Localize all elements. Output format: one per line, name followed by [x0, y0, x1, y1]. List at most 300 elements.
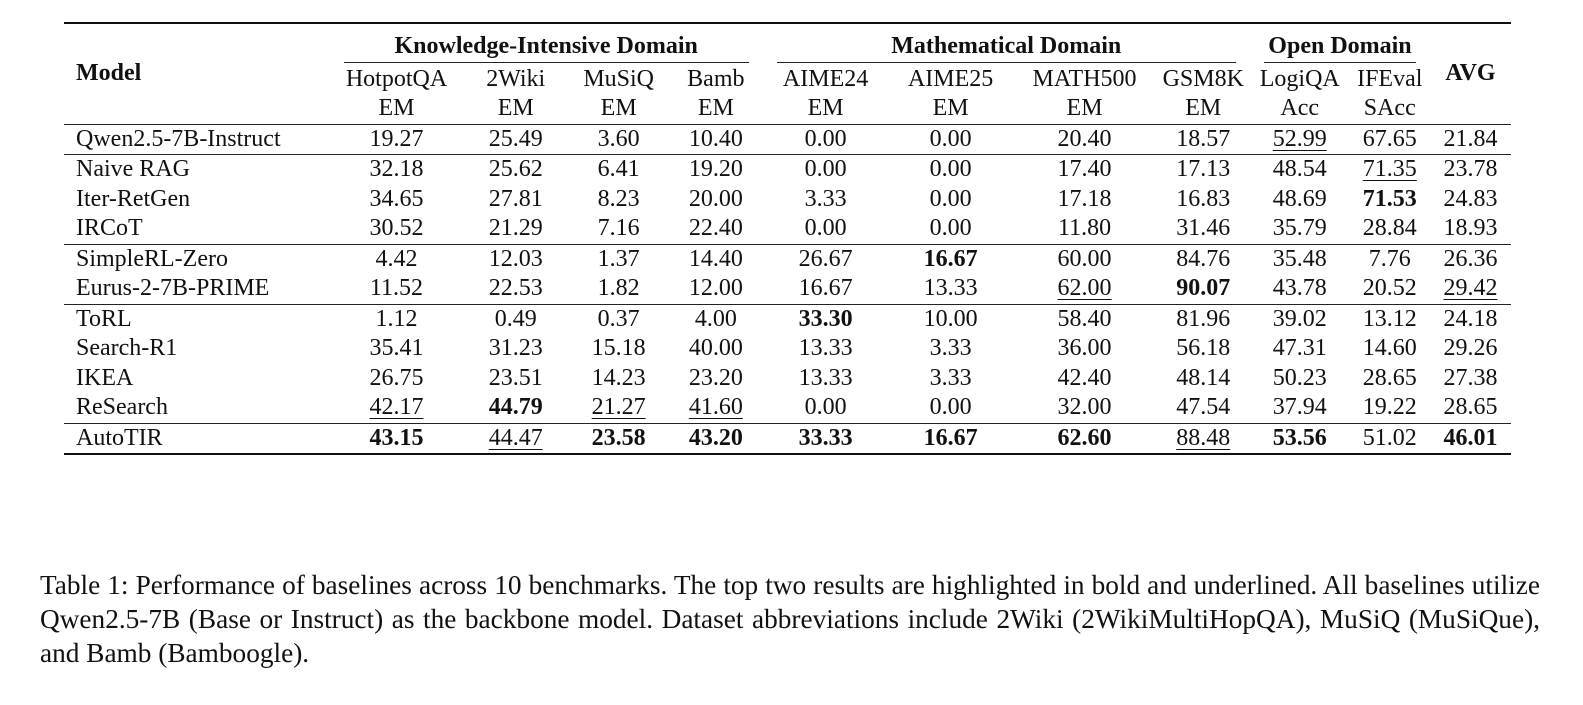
column-metric: SAcc — [1363, 95, 1416, 121]
score-value: 62.60 — [1057, 424, 1112, 451]
column-metric: EM — [600, 95, 637, 121]
column-header — [463, 65, 568, 125]
score-value: 1.82 — [597, 275, 640, 301]
score-cell — [1013, 155, 1157, 185]
score-cell — [330, 393, 463, 423]
score-value: 33.30 — [798, 305, 853, 332]
score-value: 29.26 — [1443, 335, 1498, 361]
table-row — [64, 334, 1511, 364]
model-name-cell: ReSearch — [76, 394, 168, 420]
score-value: 23.58 — [591, 424, 646, 451]
avg-cell — [1430, 155, 1511, 185]
score-cell — [763, 364, 889, 394]
score-cell — [669, 244, 762, 274]
score-cell — [889, 274, 1013, 304]
score-cell — [669, 393, 762, 423]
score-value: 0.00 — [804, 215, 847, 241]
score-value: 6.41 — [597, 156, 640, 182]
score-value: 12.03 — [488, 245, 543, 272]
score-cell — [763, 124, 889, 155]
score-cell — [1013, 214, 1157, 244]
score-cell — [1013, 423, 1157, 454]
score-value: 23.78 — [1443, 156, 1498, 182]
model-name-cell: Search-R1 — [76, 335, 178, 361]
score-cell — [1157, 155, 1250, 185]
score-value: 62.00 — [1057, 275, 1112, 301]
score-cell — [669, 304, 762, 334]
score-cell — [1013, 334, 1157, 364]
score-value: 16.67 — [923, 245, 978, 272]
score-cell — [763, 304, 889, 334]
score-value: 21.27 — [591, 394, 646, 420]
score-cell — [1350, 423, 1430, 454]
column-name: AIME24 — [782, 65, 869, 92]
group-header-knowledge — [330, 23, 763, 65]
score-value: 8.23 — [597, 185, 640, 212]
score-value: 21.29 — [488, 215, 543, 241]
score-cell — [763, 185, 889, 215]
score-value: 30.52 — [369, 215, 424, 241]
table-row — [64, 274, 1511, 304]
score-value: 23.20 — [688, 364, 743, 391]
score-value: 10.40 — [688, 125, 743, 152]
score-value: 3.33 — [929, 364, 972, 391]
score-value: 44.47 — [488, 424, 543, 451]
score-cell — [1250, 393, 1350, 423]
table-row — [64, 214, 1511, 244]
score-cell — [568, 304, 669, 334]
score-value: 32.00 — [1057, 394, 1112, 420]
score-value: 0.00 — [804, 156, 847, 182]
table-caption — [40, 568, 1540, 670]
table-row — [64, 185, 1511, 215]
results-table — [64, 22, 1511, 455]
score-value: 46.01 — [1443, 424, 1498, 451]
score-value: 31.23 — [488, 335, 543, 361]
score-value: 18.57 — [1176, 125, 1231, 152]
score-value: 0.49 — [494, 305, 537, 332]
score-value: 84.76 — [1176, 245, 1231, 272]
score-cell — [1250, 423, 1350, 454]
model-name-cell: IRCoT — [76, 215, 143, 241]
score-cell — [463, 334, 568, 364]
avg-cell — [1430, 364, 1511, 394]
score-value: 13.33 — [798, 364, 853, 391]
score-value: 48.14 — [1176, 364, 1231, 391]
avg-cell — [1430, 334, 1511, 364]
score-value: 33.33 — [798, 424, 853, 451]
group-header-math-label: Mathematical Domain — [777, 32, 1236, 63]
column-metric: EM — [378, 95, 415, 121]
score-cell — [763, 274, 889, 304]
score-value: 10.00 — [923, 305, 978, 332]
score-cell — [889, 124, 1013, 155]
score-cell — [1250, 244, 1350, 274]
score-value: 35.41 — [369, 335, 424, 361]
score-value: 24.18 — [1443, 305, 1498, 332]
score-cell — [1250, 185, 1350, 215]
score-value: 3.33 — [804, 185, 847, 212]
score-cell — [669, 155, 762, 185]
table-row — [64, 304, 1511, 334]
score-cell — [463, 155, 568, 185]
caption-label: Table 1: — [40, 570, 129, 600]
score-value: 0.00 — [929, 394, 972, 420]
score-value: 42.17 — [369, 394, 424, 420]
score-cell — [568, 155, 669, 185]
model-name-cell: ToRL — [64, 304, 330, 334]
column-name: GSM8K — [1162, 65, 1244, 92]
score-value: 11.52 — [369, 275, 424, 301]
score-cell — [568, 393, 669, 423]
header-row-groups — [64, 23, 1511, 65]
score-cell — [1157, 214, 1250, 244]
score-value: 28.65 — [1362, 364, 1417, 391]
score-cell — [330, 423, 463, 454]
column-header — [330, 65, 463, 125]
score-value: 43.78 — [1272, 275, 1327, 301]
table-row — [64, 155, 1511, 185]
score-cell — [1157, 334, 1250, 364]
score-value: 42.40 — [1057, 364, 1112, 391]
score-cell — [568, 364, 669, 394]
score-cell — [1350, 244, 1430, 274]
score-value: 0.00 — [804, 394, 847, 420]
score-cell — [669, 124, 762, 155]
score-value: 52.99 — [1272, 125, 1327, 152]
column-name: LogiQA — [1259, 65, 1340, 92]
score-value: 22.40 — [688, 215, 743, 241]
score-cell — [763, 393, 889, 423]
caption-text: Performance of baselines across 10 benchmarks. The top two results are highlighted in bold and underlined. All baselines utilize Qwen2.5-7B (Base or Instruct) as the backbone model. Dataset abbreviations include 2Wiki (2WikiMultiHopQA), MuSiQ (MuSiQue), and Bamb (Bamboogle). — [40, 570, 1540, 668]
score-cell — [1350, 185, 1430, 215]
model-name-cell: Eurus-2-7B-PRIME — [76, 275, 270, 301]
score-cell — [889, 185, 1013, 215]
score-cell — [763, 334, 889, 364]
score-cell — [463, 423, 568, 454]
table-row — [64, 244, 1511, 274]
score-cell — [1250, 214, 1350, 244]
column-metric: EM — [1185, 95, 1222, 121]
score-cell — [889, 364, 1013, 394]
score-cell — [1350, 393, 1430, 423]
avg-cell — [1430, 274, 1511, 304]
score-value: 20.52 — [1362, 275, 1417, 301]
score-value: 28.65 — [1443, 394, 1498, 420]
score-cell — [463, 364, 568, 394]
score-value: 16.67 — [923, 424, 978, 451]
score-value: 14.23 — [591, 364, 646, 391]
table-row — [64, 393, 1511, 423]
score-value: 7.76 — [1368, 245, 1411, 272]
score-value: 12.00 — [688, 275, 743, 301]
score-cell — [330, 185, 463, 215]
model-column-header: Model — [64, 23, 330, 124]
score-value: 20.00 — [688, 185, 743, 212]
score-cell — [1157, 364, 1250, 394]
score-value: 31.46 — [1176, 215, 1231, 241]
score-cell — [889, 214, 1013, 244]
score-cell — [1157, 304, 1250, 334]
score-cell — [330, 155, 463, 185]
score-value: 71.35 — [1362, 156, 1417, 182]
avg-cell — [1430, 304, 1511, 334]
score-value: 16.83 — [1176, 185, 1231, 212]
score-value: 90.07 — [1176, 275, 1231, 301]
score-cell — [669, 423, 762, 454]
column-header — [889, 65, 1013, 125]
score-cell — [1350, 274, 1430, 304]
score-value: 22.53 — [488, 275, 543, 301]
score-cell — [330, 304, 463, 334]
score-cell — [330, 214, 463, 244]
score-value: 41.60 — [688, 394, 743, 420]
score-value: 26.36 — [1443, 245, 1498, 272]
score-value: 19.27 — [369, 125, 424, 152]
score-cell — [568, 185, 669, 215]
group-header-math — [763, 23, 1250, 65]
score-value: 1.12 — [375, 305, 418, 332]
score-value: 19.22 — [1362, 394, 1417, 420]
score-value: 0.37 — [597, 305, 640, 332]
score-value: 67.65 — [1362, 125, 1417, 152]
score-cell — [1157, 185, 1250, 215]
column-metric: EM — [807, 95, 844, 121]
score-value: 17.18 — [1057, 185, 1112, 212]
score-cell — [330, 244, 463, 274]
score-value: 39.02 — [1272, 305, 1327, 332]
score-cell — [1250, 304, 1350, 334]
score-value: 4.00 — [694, 305, 737, 332]
score-value: 35.79 — [1272, 215, 1327, 241]
avg-cell — [1430, 244, 1511, 274]
score-value: 16.67 — [798, 275, 853, 301]
score-cell — [568, 274, 669, 304]
column-metric: EM — [497, 95, 534, 121]
column-name: AIME25 — [907, 65, 994, 92]
score-value: 0.00 — [929, 125, 972, 152]
score-value: 0.00 — [929, 215, 972, 241]
score-cell — [463, 185, 568, 215]
score-value: 15.18 — [591, 335, 646, 361]
score-value: 35.48 — [1272, 245, 1327, 272]
score-value: 43.20 — [688, 424, 743, 451]
score-cell — [1250, 155, 1350, 185]
score-value: 28.84 — [1362, 215, 1417, 241]
score-value: 0.00 — [804, 125, 847, 152]
column-header — [1013, 65, 1157, 125]
avg-cell — [1430, 393, 1511, 423]
score-value: 14.60 — [1362, 335, 1417, 361]
score-cell — [463, 244, 568, 274]
score-cell — [568, 214, 669, 244]
score-cell — [568, 334, 669, 364]
score-cell — [1350, 304, 1430, 334]
score-value: 36.00 — [1057, 335, 1112, 361]
table-row — [64, 364, 1511, 394]
score-value: 7.16 — [597, 215, 640, 241]
avg-cell — [1430, 124, 1511, 155]
score-cell — [1350, 214, 1430, 244]
score-value: 1.37 — [597, 245, 640, 272]
avg-cell — [1430, 214, 1511, 244]
score-value: 13.33 — [923, 275, 978, 301]
score-cell — [463, 393, 568, 423]
score-cell — [1350, 155, 1430, 185]
column-name: MATH500 — [1032, 65, 1137, 92]
score-value: 44.79 — [488, 394, 543, 420]
model-name-cell: Qwen2.5-7B-Instruct — [64, 124, 330, 155]
score-cell — [763, 423, 889, 454]
score-cell — [1157, 274, 1250, 304]
score-value: 24.83 — [1443, 185, 1498, 212]
model-name-cell: Naive RAG — [64, 155, 330, 185]
score-value: 32.18 — [369, 156, 424, 182]
score-value: 51.02 — [1362, 424, 1417, 451]
score-cell — [1250, 124, 1350, 155]
score-cell — [669, 334, 762, 364]
score-cell — [330, 334, 463, 364]
score-value: 14.40 — [688, 245, 743, 272]
column-name: MuSiQ — [583, 65, 654, 92]
avg-cell — [1430, 185, 1511, 215]
score-value: 81.96 — [1176, 305, 1231, 332]
group-header-knowledge-label: Knowledge-Intensive Domain — [344, 32, 749, 63]
score-cell — [1157, 393, 1250, 423]
results-table-body — [64, 124, 1511, 454]
score-cell — [1157, 124, 1250, 155]
score-value: 25.62 — [488, 156, 543, 182]
score-cell — [763, 214, 889, 244]
score-value: 18.93 — [1443, 215, 1498, 241]
score-value: 47.31 — [1272, 335, 1327, 361]
score-value: 23.51 — [488, 364, 543, 391]
score-value: 17.13 — [1176, 156, 1231, 182]
score-value: 40.00 — [688, 335, 743, 361]
score-cell — [1013, 274, 1157, 304]
avg-column-header: AVG — [1430, 23, 1511, 124]
score-cell — [889, 423, 1013, 454]
score-value: 71.53 — [1362, 185, 1417, 212]
score-cell — [1350, 334, 1430, 364]
score-value: 27.38 — [1443, 364, 1498, 391]
score-cell — [568, 244, 669, 274]
score-value: 56.18 — [1176, 335, 1231, 361]
score-value: 43.15 — [369, 424, 424, 451]
column-header — [1250, 65, 1350, 125]
score-cell — [463, 304, 568, 334]
score-cell — [1157, 423, 1250, 454]
column-name: 2Wiki — [486, 65, 546, 92]
score-cell — [1250, 274, 1350, 304]
score-value: 58.40 — [1057, 305, 1112, 332]
score-value: 34.65 — [369, 185, 424, 212]
score-cell — [1013, 185, 1157, 215]
score-cell — [1157, 244, 1250, 274]
score-value: 29.42 — [1443, 275, 1498, 301]
column-name: HotpotQA — [345, 65, 448, 92]
column-header — [669, 65, 762, 125]
score-value: 3.33 — [929, 335, 972, 361]
score-cell — [889, 244, 1013, 274]
column-metric: EM — [1066, 95, 1103, 121]
score-value: 21.84 — [1443, 125, 1498, 152]
score-value: 4.42 — [375, 245, 418, 272]
score-cell — [463, 124, 568, 155]
score-value: 60.00 — [1057, 245, 1112, 272]
score-value: 3.60 — [597, 125, 640, 152]
score-value: 37.94 — [1272, 394, 1327, 420]
score-cell — [763, 155, 889, 185]
score-cell — [330, 364, 463, 394]
score-cell — [330, 124, 463, 155]
column-metric: EM — [697, 95, 734, 121]
score-value: 26.75 — [369, 364, 424, 391]
group-header-open — [1250, 23, 1430, 65]
score-value: 13.33 — [798, 335, 853, 361]
model-name-cell: SimpleRL-Zero — [64, 244, 330, 274]
score-cell — [1013, 304, 1157, 334]
score-cell — [1350, 124, 1430, 155]
column-header — [1157, 65, 1250, 125]
score-cell — [889, 393, 1013, 423]
score-value: 53.56 — [1272, 424, 1327, 451]
score-cell — [669, 274, 762, 304]
score-cell — [889, 304, 1013, 334]
score-value: 19.20 — [688, 156, 743, 182]
score-value: 88.48 — [1176, 424, 1231, 451]
score-value: 48.69 — [1272, 185, 1327, 212]
score-cell — [463, 214, 568, 244]
score-cell — [889, 334, 1013, 364]
score-cell — [1350, 364, 1430, 394]
table-row — [64, 124, 1511, 155]
score-cell — [1250, 334, 1350, 364]
score-value: 47.54 — [1176, 394, 1231, 420]
model-name-cell: AutoTIR — [64, 423, 330, 454]
score-cell — [669, 214, 762, 244]
score-value: 0.00 — [929, 156, 972, 182]
column-name: IFEval — [1357, 65, 1423, 92]
score-cell — [1013, 364, 1157, 394]
score-value: 20.40 — [1057, 125, 1112, 152]
score-value: 27.81 — [488, 185, 543, 212]
score-cell — [1013, 124, 1157, 155]
score-cell — [568, 423, 669, 454]
score-value: 26.67 — [798, 245, 853, 272]
score-cell — [568, 124, 669, 155]
column-metric: EM — [932, 95, 969, 121]
score-cell — [1013, 393, 1157, 423]
score-value: 25.49 — [488, 125, 543, 152]
score-value: 50.23 — [1272, 364, 1327, 391]
score-cell — [763, 244, 889, 274]
column-header — [763, 65, 889, 125]
score-cell — [1250, 364, 1350, 394]
model-name-cell: IKEA — [76, 364, 134, 391]
column-header — [1350, 65, 1430, 125]
score-cell — [1013, 244, 1157, 274]
group-header-open-label: Open Domain — [1264, 32, 1416, 63]
score-value: 48.54 — [1272, 156, 1327, 182]
column-header — [568, 65, 669, 125]
score-cell — [669, 185, 762, 215]
score-cell — [669, 364, 762, 394]
score-cell — [330, 274, 463, 304]
score-value: 17.40 — [1057, 156, 1112, 182]
column-metric: Acc — [1280, 95, 1320, 121]
avg-cell — [1430, 423, 1511, 454]
